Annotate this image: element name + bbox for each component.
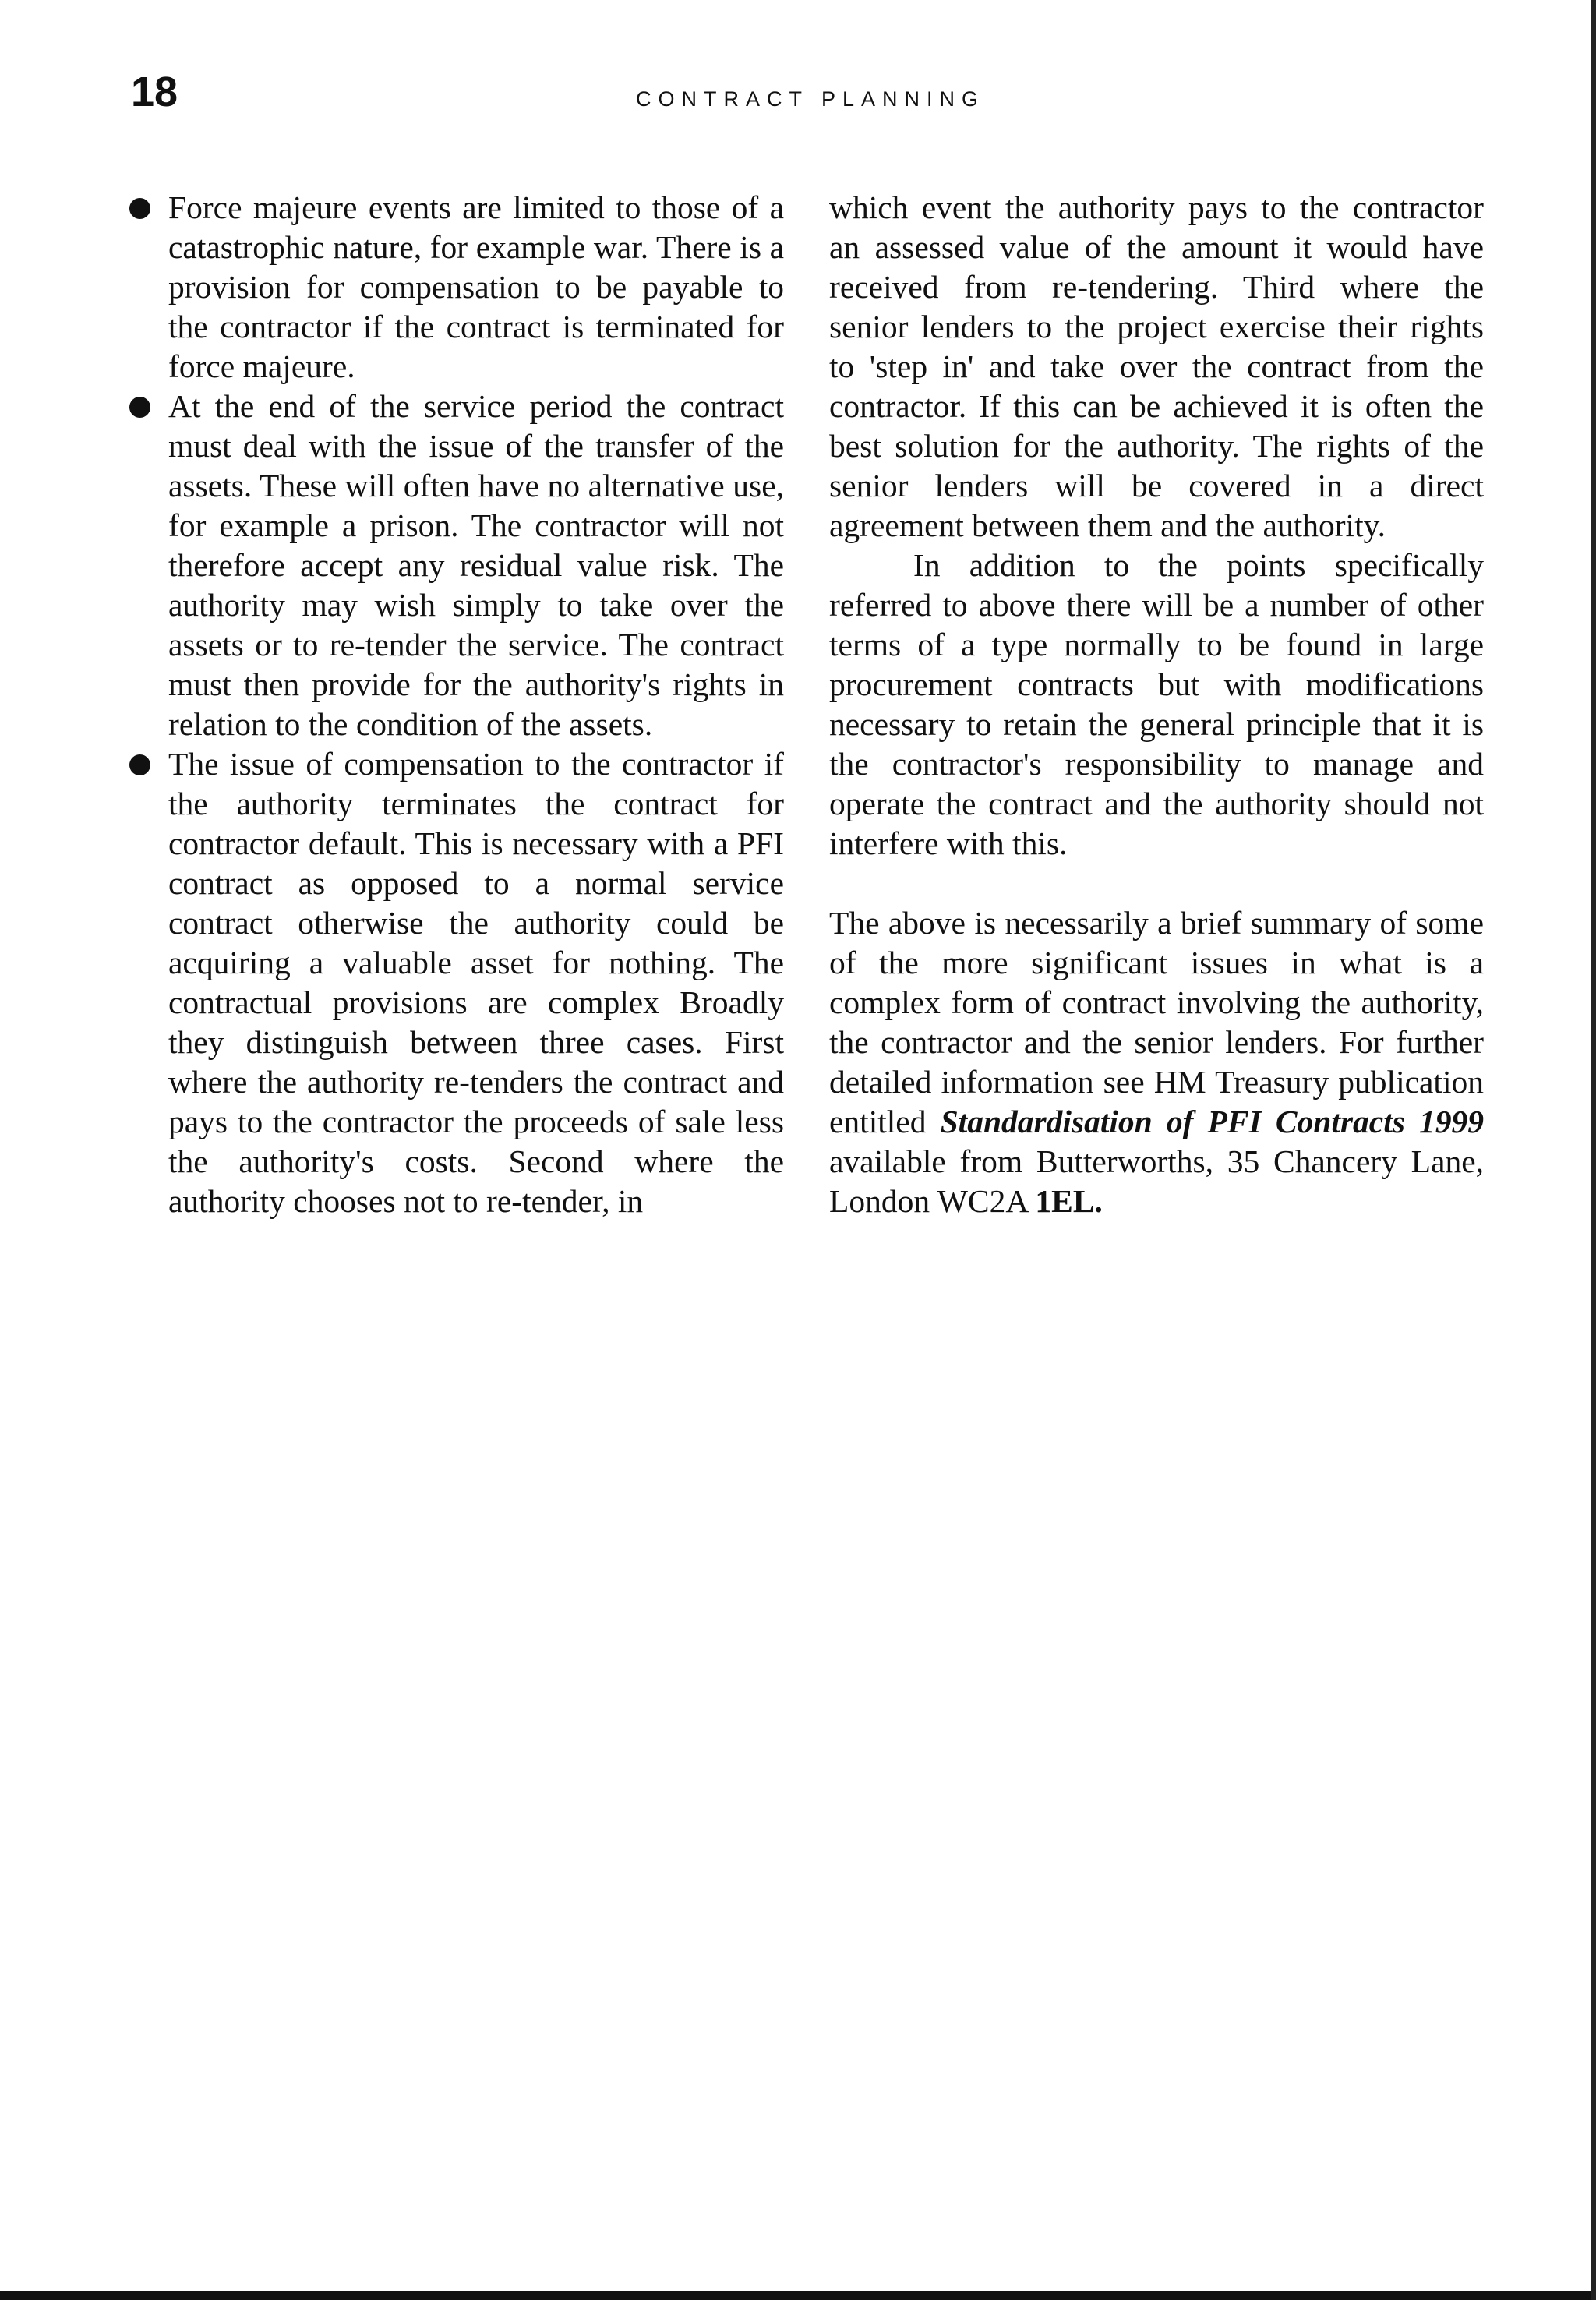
- summary-paragraph: [829, 903, 1484, 1221]
- scan-bottom-edge: [0, 2291, 1596, 2300]
- bullet-list: [129, 188, 784, 1221]
- right-column: [829, 188, 1484, 1221]
- postcode-end: 1EL.: [1035, 1183, 1103, 1219]
- bullet-item: [129, 188, 784, 387]
- publication-title: Standardisation of PFI Contracts 1999: [940, 1104, 1484, 1139]
- bullet-item: [129, 387, 784, 744]
- bullet-dot-icon: [129, 754, 150, 775]
- bullet-dot-icon: [129, 198, 150, 219]
- bullet-dot-icon: [129, 397, 150, 418]
- paragraph: In addition to the points specifically referred to above there will be a number of other terms of a type normally to be found in large procurement contracts but with modifications necessary to retain the general principle that it is the contractor's responsibility to manage and operate the contract and the authority should not interfere with this.: [829, 547, 1484, 861]
- bullet-text: At the end of the service period the contract must deal with the issue of the transfer of the assets. These will often have no alternative use, for example a prison. The contractor will not therefore accept any residual value risk. The authority may wish simply to take over the assets or to re-tender the service. The contract must then provide for the authority's rights in relation to the condition of the assets.: [168, 388, 784, 742]
- continued-paragraph: which event the authority pays to the contractor an assessed value of the amount it would have received from re-tendering. Third where the senior lenders to the project exercise their rights to 'step in' and take over the contract from the contractor. If this can be achieved it is often the best solution for the authority. The rights of the senior lenders will be covered in a direct agreement between them and the authority.: [829, 189, 1484, 543]
- scan-right-edge: [1591, 0, 1596, 2300]
- page-number: 18: [131, 69, 178, 115]
- running-head: CONTRACT PLANNING: [636, 87, 986, 111]
- left-column: [129, 188, 784, 1221]
- summary-address: available from Butterworths, 35 Chancery Lane, London WC2A: [829, 1143, 1484, 1219]
- bullet-text: The issue of compensation to the contractor if the authority terminates the contract for contractor default. This is necessary with a PFI contract as opposed to a normal service contract otherwise the authority could be acquiring a valuable asset for nothing. The contractual provisions are complex Broadly they distinguish between three cases. First where the authority re-tenders the contract and pays to the contractor the proceeds of sale less the authority's costs. Second where the authority chooses not to re-tender, in: [168, 746, 784, 1219]
- summary-text: The above is necessarily a brief summary of some of the more significant issues in what is a complex form of contract involving the authority, the contractor and the senior lenders. For further detailed information see HM Treasury publication entitled: [829, 905, 1484, 1139]
- bullet-item: [129, 744, 784, 1221]
- bullet-text: Force majeure events are limited to those of a catastrophic nature, for example war. There is a provision for compensation to be payable to the contractor if the contract is terminated for force majeure.: [168, 189, 784, 384]
